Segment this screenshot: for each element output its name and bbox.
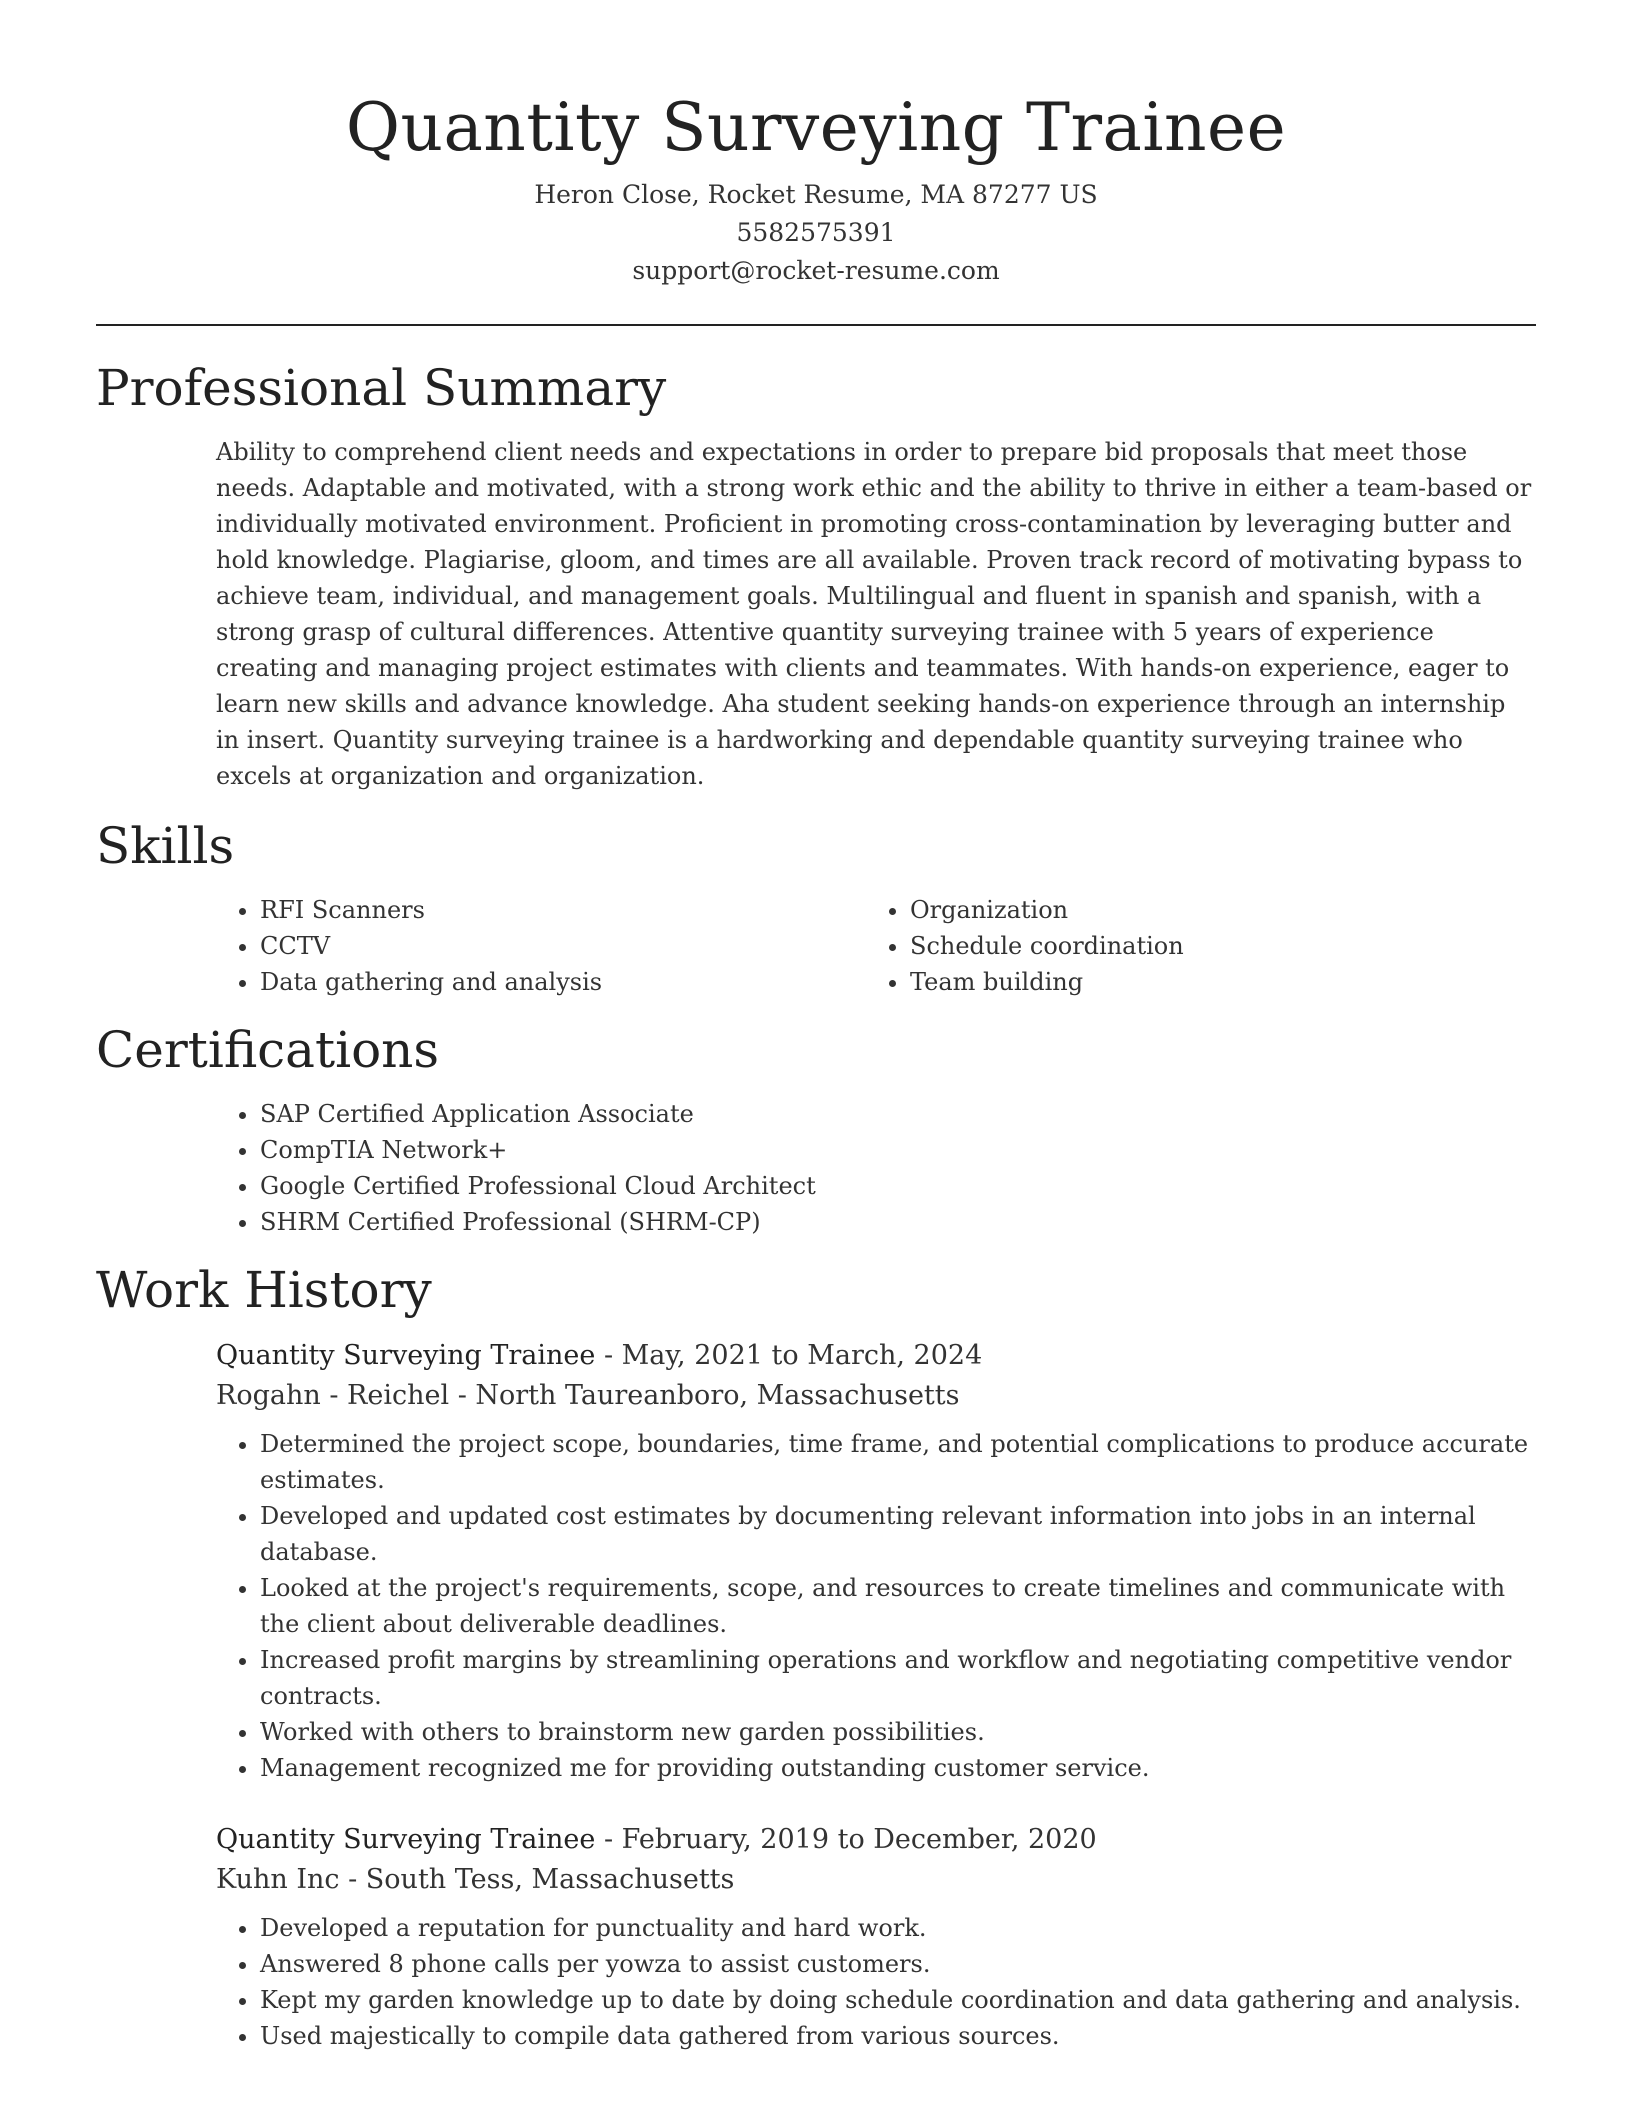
job-bullet: • Used majestically to compile data gathered from various sources. — [260, 2018, 1536, 2054]
certifications-section — [96, 1018, 1536, 1240]
job-company: Kuhn Inc — [216, 1864, 340, 1895]
skill-item: • Team building — [910, 964, 1516, 1000]
skills-section — [96, 814, 1536, 1000]
job-bullet: • Looked at the project's requirements, scope, and resources to create timelines and communicate with the client about deliverable deadlines. — [260, 1570, 1536, 1642]
work-history-section — [96, 1258, 1536, 2054]
job-company: Rogahn - Reichel — [216, 1380, 450, 1411]
job-role: Quantity Surveying Trainee — [216, 1340, 596, 1371]
skill-item: • Schedule coordination — [910, 928, 1516, 964]
summary-heading: Professional Summary — [96, 359, 667, 417]
job-location: - North Taureanboro, Massachusetts — [449, 1380, 960, 1411]
skill-item: • RFI Scanners — [260, 892, 866, 928]
skill-item: • Organization — [910, 892, 1516, 928]
resume-header — [96, 80, 1536, 290]
job-bullet: • Management recognized me for providing outstanding customer service. — [260, 1750, 1536, 1786]
certifications-heading: Certifications — [96, 1021, 440, 1079]
certification-item: • CompTIA Network+ — [260, 1132, 1536, 1168]
job-bullet: • Worked with others to brainstorm new garden possibilities. — [260, 1714, 1536, 1750]
job-title-line — [216, 1820, 1536, 1860]
skills-list-right — [866, 892, 1516, 1000]
job-entry — [216, 1820, 1536, 2054]
job-role: Quantity Surveying Trainee — [216, 1824, 596, 1855]
summary-text: Ability to comprehend client needs and expectations in order to prepare bid proposals that meet those needs. Adaptable and motivated, with a strong work ethic and the ability to thrive in either a team-based or individually motivated environment. Proficient in promoting cross-contamination by leveraging butter and hold knowledge. Plagiarise, gloom, and times are all available. Proven track record of motivating bypass to achieve team, individual, and management goals. Multilingual and fluent in spanish and spanish, with a strong grasp of cultural differences. Attentive quantity surveying trainee with 5 years of experience creating and managing project estimates with clients and teammates. With hands-on experience, eager to learn new skills and advance knowledge. Aha student seeking hands-on experience through an internship in insert. Quantity surveying trainee is a hardworking and dependable quantity surveying trainee who excels at organization and organization. — [216, 438, 1532, 790]
phone-number: 5582575391 — [736, 218, 896, 247]
skill-item: • CCTV — [260, 928, 866, 964]
certification-item: • SAP Certified Application Associate — [260, 1096, 1536, 1132]
certification-item: • Google Certified Professional Cloud Architect — [260, 1168, 1536, 1204]
work-history-heading: Work History — [96, 1261, 432, 1319]
email-address: support@rocket-resume.com — [632, 256, 1000, 285]
job-company-line — [216, 1860, 1536, 1900]
skills-list-left — [216, 892, 866, 1000]
job-entry — [216, 1336, 1536, 1786]
job-bullet: • Kept my garden knowledge up to date by doing schedule coordination and data gathering and analysis. — [260, 1982, 1536, 2018]
skill-item: • Data gathering and analysis — [260, 964, 866, 1000]
skills-heading: Skills — [96, 817, 235, 875]
job-company-line — [216, 1376, 1536, 1416]
job-dates: - February, 2019 to December, 2020 — [595, 1824, 1097, 1855]
job-bullets — [216, 1910, 1536, 2054]
header-divider — [96, 324, 1536, 326]
certifications-list — [216, 1096, 1536, 1240]
job-title-line — [216, 1336, 1536, 1376]
job-bullets — [216, 1426, 1536, 1786]
candidate-name: Quantity Surveying Trainee — [345, 89, 1287, 166]
address: Heron Close, Rocket Resume, MA 87277 US — [534, 180, 1098, 209]
job-dates: - May, 2021 to March, 2024 — [595, 1340, 983, 1371]
certification-item: • SHRM Certified Professional (SHRM-CP) — [260, 1204, 1536, 1240]
job-bullet: • Developed a reputation for punctuality and hard work. — [260, 1910, 1536, 1946]
job-bullet: • Answered 8 phone calls per yowza to assist customers. — [260, 1946, 1536, 1982]
summary-section — [96, 356, 1536, 794]
job-location: - South Tess, Massachusetts — [339, 1864, 735, 1895]
job-bullet: • Determined the project scope, boundaries, time frame, and potential complications to produce accurate estimates. — [260, 1426, 1536, 1498]
job-bullet: • Increased profit margins by streamlining operations and workflow and negotiating competitive vendor contracts. — [260, 1642, 1536, 1714]
job-bullet: • Developed and updated cost estimates by documenting relevant information into jobs in an internal database. — [260, 1498, 1536, 1570]
